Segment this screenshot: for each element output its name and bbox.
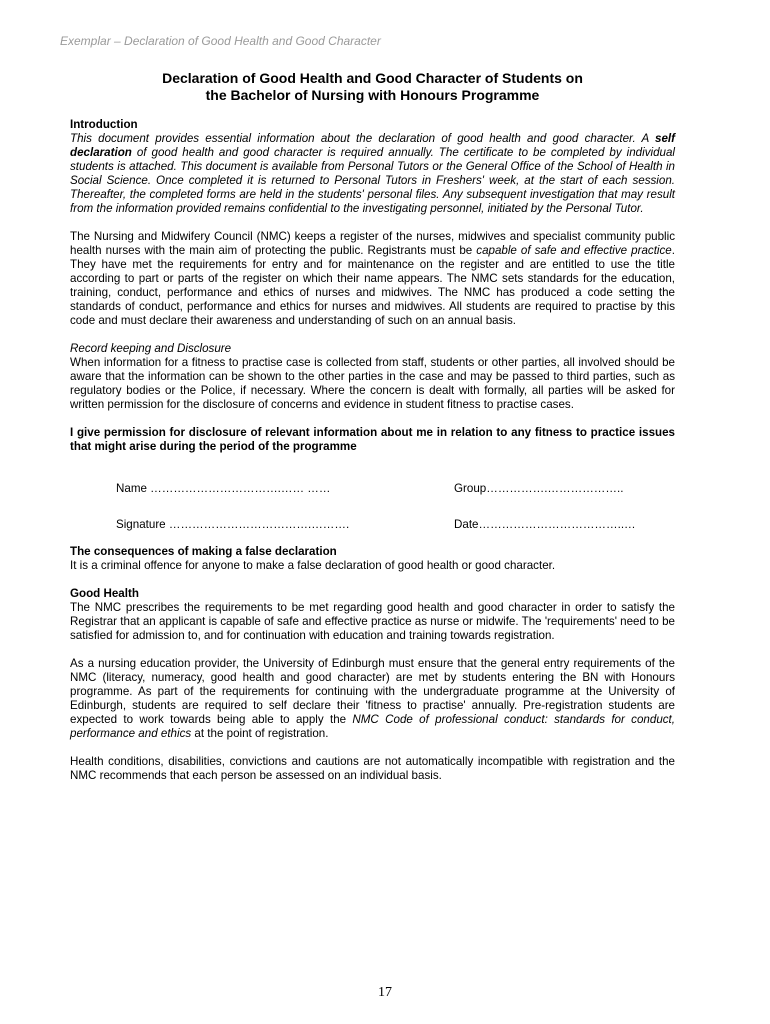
title-line-1: Declaration of Good Health and Good Character of Students on	[162, 70, 583, 86]
signature-field[interactable]: Signature ……………………………….……….	[116, 518, 350, 531]
gh2-text-b: at the point of registration.	[191, 727, 329, 740]
signature-date-row	[70, 518, 675, 532]
intro-text-bold: self declaration	[70, 132, 675, 159]
consequences-heading: The consequences of making a false declaration	[70, 545, 337, 558]
intro-text-b: of good health and good character is required annually. The certificate to be completed by individual students is attached. This document is available from Personal Tutors or the General Office of the School of Health in Social Science. Once completed it is returned to Personal Tutors in Freshers' week, at the start of each session. Thereafter, the completed forms are held in the students' personal files. Any subsequent investigation that may result from the information provided remains confidential to the investigating personnel, initiated by the Personal Tutor.	[70, 146, 675, 215]
good-health-paragraph-2	[70, 657, 675, 741]
intro-text-a: This document provides essential information about the declaration of good health and good character. A	[70, 132, 656, 145]
introduction-paragraph	[70, 132, 675, 216]
document-title	[70, 70, 675, 104]
permission-statement: I give permission for disclosure of relevant information about me in relation to any fitness to practice issues that might arise during the period of the programme	[70, 426, 675, 453]
name-group-row	[70, 482, 675, 496]
nmc-text-a: The Nursing and Midwifery Council (NMC) keeps a register of the nurses, midwives and specialist community public health nurses with the main aim of protecting the public. Registrants must be	[70, 230, 675, 257]
title-line-2: the Bachelor of Nursing with Honours Programme	[205, 87, 540, 103]
page-number: 17	[378, 985, 392, 1000]
document-body	[70, 118, 675, 783]
gh2-text-italic: NMC Code of professional conduct: standards for conduct, performance and ethics	[70, 713, 675, 740]
record-paragraph: When information for a fitness to practise case is collected from staff, students or other parties, all involved should be aware that the information can be shown to the other parties in the case and may be passed to third parties, such as regulatory bodies or the Police, if necessary. Where the concern is dealt with formally, all parties will be asked for written permission for the disclosure of concerns and evidence in student fitness to practise cases.	[70, 356, 675, 411]
introduction-heading: Introduction	[70, 118, 138, 131]
record-heading: Record keeping and Disclosure	[70, 342, 232, 355]
gh2-text-a: As a nursing education provider, the University of Edinburgh must ensure that the general entry requirements of the NMC (literacy, numeracy, good health and good character) are met by students entering the BN with Honours programme. As part of the requirements for continuing with the undergraduate programme at the University of Edinburgh, students are required to self declare their 'fitness to practise' annually. Pre-registration students are expected to work towards being able to apply the	[70, 657, 675, 726]
good-health-paragraph-3: Health conditions, disabilities, convictions and cautions are not automatically incompatible with registration and the NMC recommends that each person be assessed on an individual basis.	[70, 755, 675, 782]
page-header: Exemplar – Declaration of Good Health and Good Character	[60, 34, 381, 48]
nmc-text-italic: capable of safe and effective practice	[476, 244, 672, 257]
date-field[interactable]: Date………………………………..…	[454, 518, 636, 531]
nmc-text-b: . They have met the requirements for entry and for maintenance on the register and are entitled to use the title according to part or parts of the register on which their name appears. The NMC sets standards for the education, training, conduct, performance and ethics of nurses and midwives. The NMC has produced a code setting the standards of conduct, performance and ethics for nurses and midwives. All students are required to practise by this code and must declare their awareness and understanding of such on an annual basis.	[70, 244, 675, 327]
group-field[interactable]: Group…………….………………..	[454, 482, 624, 495]
name-field[interactable]: Name …………………………….…… ……	[116, 482, 331, 495]
good-health-heading: Good Health	[70, 587, 139, 600]
good-health-paragraph-1: The NMC prescribes the requirements to be met regarding good health and good character in order to satisfy the Registrar that an applicant is capable of safe and effective practice as nurse or midwife. The 'requirements' need to be satisfied for admission to, and for continuation with education and training towards registration.	[70, 601, 675, 642]
consequences-paragraph: It is a criminal offence for anyone to make a false declaration of good health or good character.	[70, 559, 556, 572]
nmc-paragraph	[70, 230, 675, 328]
